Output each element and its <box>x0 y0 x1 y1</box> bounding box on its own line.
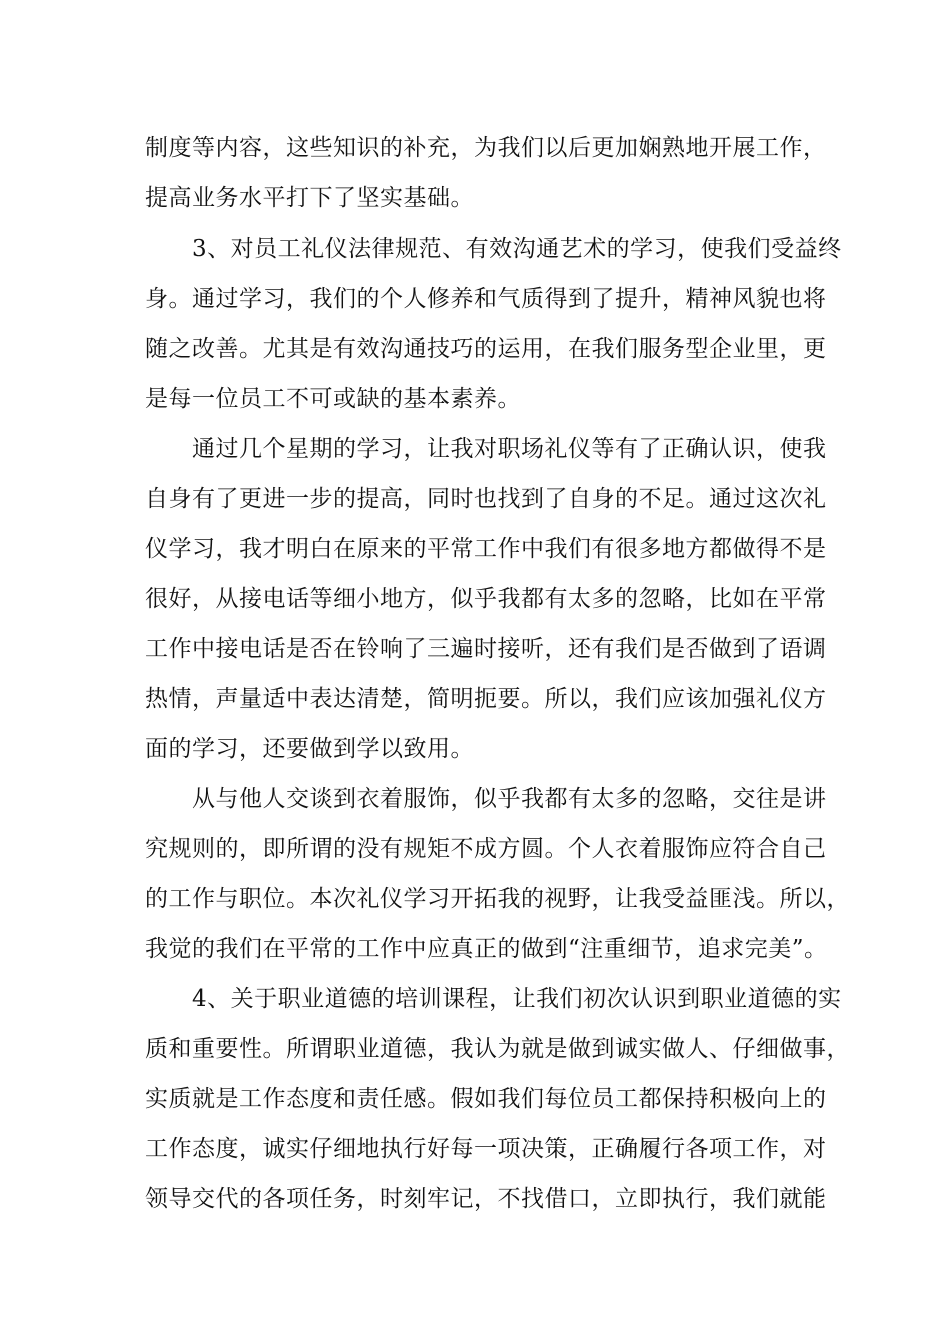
text-line: 从与他人交谈到衣着服饰，似乎我都有太多的忽略，交往是讲 <box>145 786 827 812</box>
text-line: 通过几个星期的学习，让我对职场礼仪等有了正确认识，使我 <box>145 436 827 462</box>
text-line: 随之改善。尤其是有效沟通技巧的运用，在我们服务型企业里，更 <box>145 336 827 362</box>
text-line: 领导交代的各项任务，时刻牢记，不找借口，立即执行，我们就能 <box>145 1186 827 1212</box>
text-line: 究规则的，即所谓的没有规矩不成方圆。个人衣着服饰应符合自己 <box>145 836 827 862</box>
text-line: 是每一位员工不可或缺的基本素养。 <box>145 386 521 412</box>
text-line: 身。通过学习，我们的个人修养和气质得到了提升，精神风貌也将 <box>145 286 827 312</box>
text-line: 制度等内容，这些知识的补充，为我们以后更加娴熟地开展工作， <box>145 135 827 161</box>
text-line: 自身有了更进一步的提高，同时也找到了自身的不足。通过这次礼 <box>145 486 827 512</box>
text-line: 热情，声量适中表达清楚，简明扼要。所以，我们应该加强礼仪方 <box>145 686 827 712</box>
text-line: 4、关于职业道德的培训课程，让我们初次认识到职业道德的实 <box>145 986 842 1012</box>
text-line: 实质就是工作态度和责任感。假如我们每位员工都保持积极向上的 <box>145 1086 827 1112</box>
text-line: 工作态度，诚实仔细地执行好每一项决策，正确履行各项工作，对 <box>145 1136 827 1162</box>
text-line: 的工作与职位。本次礼仪学习开拓我的视野，让我受益匪浅。所以， <box>145 886 850 912</box>
text-line: 质和重要性。所谓职业道德，我认为就是做到诚实做人、仔细做事， <box>145 1036 850 1062</box>
text-line: 3、对员工礼仪法律规范、有效沟通艺术的学习，使我们受益终 <box>145 236 842 262</box>
text-line: 工作中接电话是否在铃响了三遍时接听，还有我们是否做到了语调 <box>145 636 827 662</box>
text-line: 仪学习，我才明白在原来的平常工作中我们有很多地方都做得不是 <box>145 536 827 562</box>
text-line: 很好，从接电话等细小地方，似乎我都有太多的忽略，比如在平常 <box>145 586 827 612</box>
text-line: 我觉的我们在平常的工作中应真正的做到“注重细节，追求完美”。 <box>145 936 828 962</box>
text-line: 提高业务水平打下了坚实基础。 <box>145 185 474 211</box>
text-line: 面的学习，还要做到学以致用。 <box>145 736 474 762</box>
